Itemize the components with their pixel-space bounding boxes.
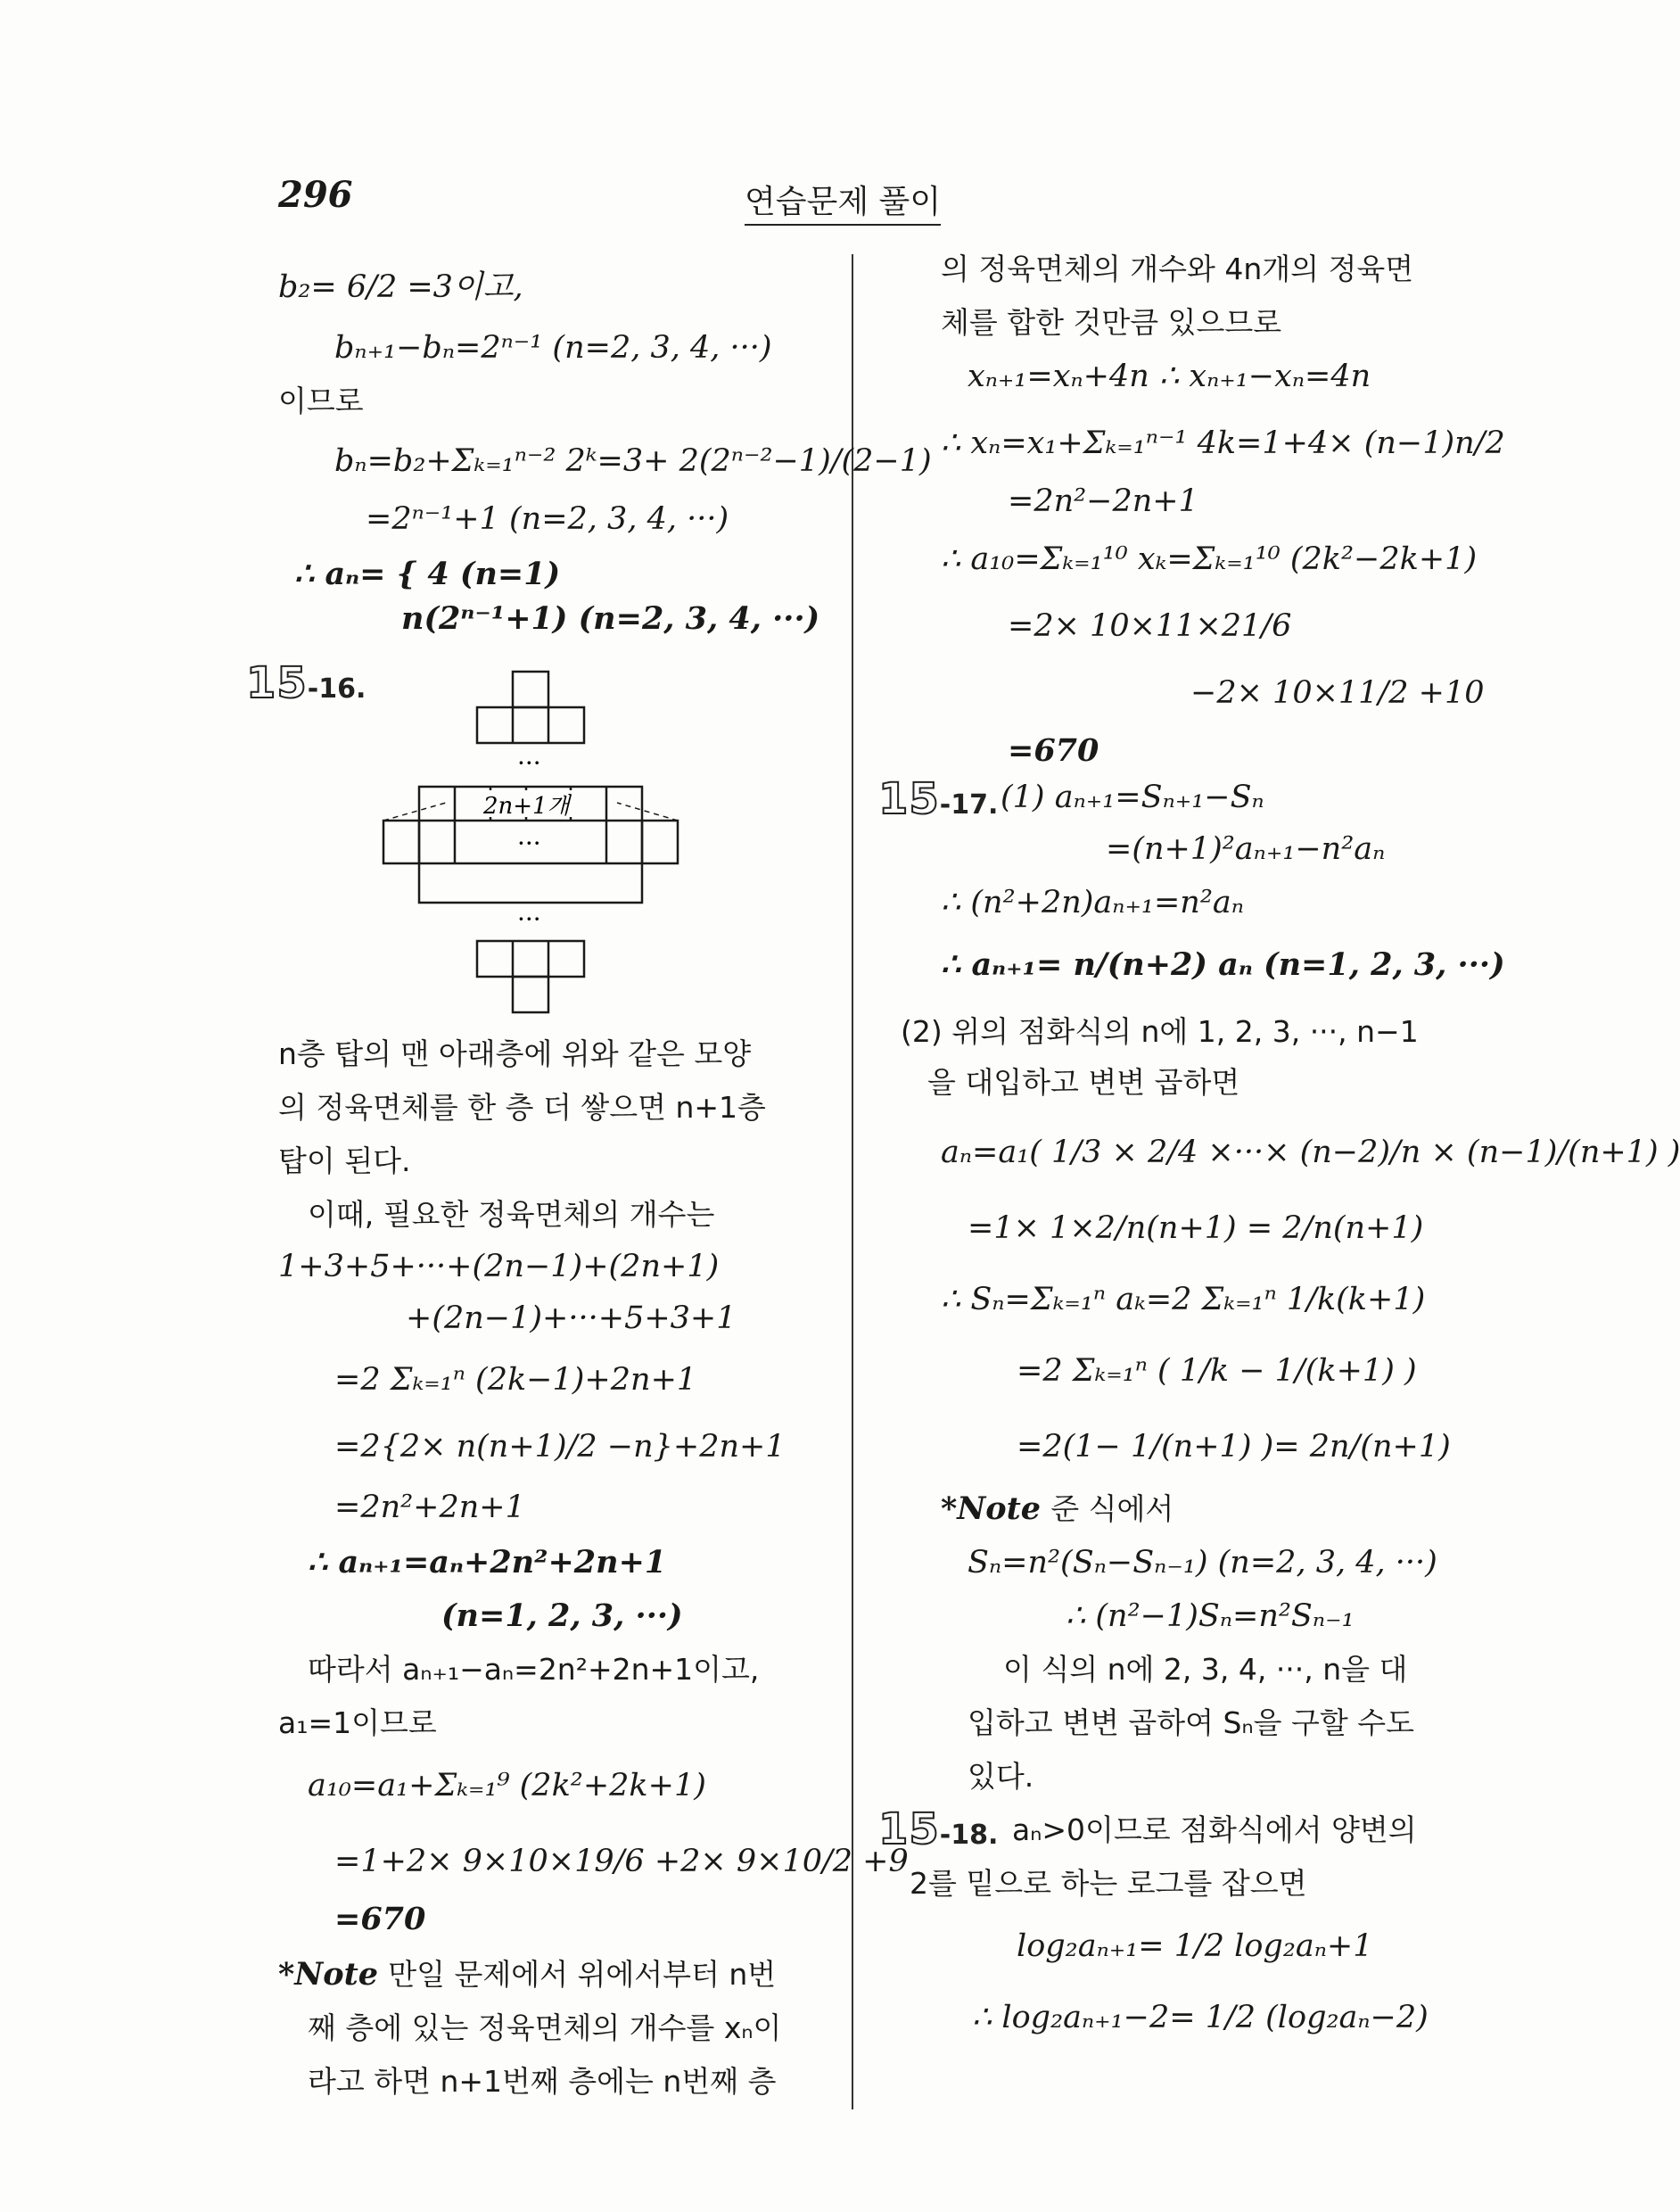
eq-t11: (n=1, 2, 3, ···) <box>441 1597 683 1634</box>
problem-chapter: 15 <box>246 658 308 708</box>
eq-an-case1: ∴ aₙ= { 4 (n=1) <box>294 556 561 592</box>
note-line1 <box>278 1955 776 1994</box>
problem-index: -16. <box>307 673 366 705</box>
eq-t10: ∴ aₙ₊₁=aₙ+2n²+2n+1 <box>308 1544 667 1581</box>
eq-r6: ∴ a₁₀=Σₖ₌₁¹⁰ xₖ=Σₖ₌₁¹⁰ (2k²−2k+1) <box>941 541 1478 577</box>
note-label: *Note <box>278 1956 379 1993</box>
page-number: 296 <box>278 174 353 216</box>
problem-15-18-label <box>878 1804 998 1854</box>
eq-r23: ∴ (n²−1)Sₙ=n²Sₙ₋₁ <box>1066 1598 1355 1634</box>
diagram-dots-bottom: ··· <box>517 904 541 934</box>
note-text2: 째 층에 있는 정육면체의 개수를 xₙ이 <box>308 2010 782 2045</box>
eq-an-case2: n(2ⁿ⁻¹+1) (n=2, 3, 4, ···) <box>401 600 820 637</box>
eq-t14: a₁₀=a₁+Σₖ₌₁⁹ (2k²+2k+1) <box>308 1768 706 1803</box>
text-r14: (2) 위의 점화식의 n에 1, 2, 3, ···, n−1 <box>901 1014 1419 1049</box>
problem-index: -18. <box>939 1820 999 1851</box>
eq-t9: =2n²+2n+1 <box>334 1490 525 1525</box>
text-r15: 을 대입하고 변변 곱하면 <box>927 1065 1240 1100</box>
note-text3: 라고 하면 n+1번째 층에는 n번째 층 <box>308 2064 777 2099</box>
eq-bn-sum: bₙ=b₂+Σₖ₌₁ⁿ⁻² 2ᵏ=3+ 2(2ⁿ⁻²−1)/(2−1) <box>334 443 932 479</box>
text-t4: 이때, 필요한 정육면체의 개수는 <box>308 1197 715 1232</box>
eq-r4: ∴ xₙ=x₁+Σₖ₌₁ⁿ⁻¹ 4k=1+4× (n−1)n/2 <box>941 425 1505 461</box>
diagram-top-row <box>477 707 584 743</box>
text-r24: 이 식의 n에 2, 3, 4, ···, n을 대 <box>1003 1652 1408 1687</box>
eq-bn-diff: bₙ₊₁−bₙ=2ⁿ⁻¹ (n=2, 3, 4, ···) <box>334 330 772 366</box>
text-t3: 탑이 된다. <box>278 1143 411 1178</box>
eq-r9: =670 <box>1008 732 1099 769</box>
eq-r3: xₙ₊₁=xₙ+4n ∴ xₙ₊₁−xₙ=4n <box>968 359 1371 394</box>
eq-r19: =2 Σₖ₌₁ⁿ ( 1/k − 1/(k+1) ) <box>1017 1353 1417 1389</box>
problem-index: -17. <box>939 789 999 821</box>
eq-r18: ∴ Sₙ=Σₖ₌₁ⁿ aₖ=2 Σₖ₌₁ⁿ 1/k(k+1) <box>941 1282 1426 1317</box>
text-r1: 의 정육면체의 개수와 4n개의 정육면 <box>941 252 1414 286</box>
note2-line1 <box>941 1490 1174 1529</box>
text-t2: 의 정육면체를 한 층 더 쌓으면 n+1층 <box>278 1090 766 1125</box>
problem-chapter: 15 <box>878 774 940 824</box>
diagram-dots-top: ··· <box>517 748 541 778</box>
text-r28: 2를 밑으로 하는 로그를 잡으면 <box>910 1866 1307 1901</box>
text-r26: 있다. <box>968 1759 1034 1794</box>
diagram-side-right <box>642 821 678 863</box>
note-text: 준 식에서 <box>1050 1491 1174 1526</box>
eq-r22: Sₙ=n²(Sₙ−Sₙ₋₁) (n=2, 3, 4, ···) <box>968 1545 1437 1581</box>
diagram-dots-middle: ··· <box>517 829 541 858</box>
eq-r12: ∴ (n²+2n)aₙ₊₁=n²aₙ <box>941 885 1244 920</box>
eq-r30: ∴ log₂aₙ₊₁−2= 1/2 (log₂aₙ−2) <box>972 2000 1429 2035</box>
eq-r13: ∴ aₙ₊₁= n/(n+2) aₙ (n=1, 2, 3, ···) <box>941 946 1505 983</box>
eq-b2: b₂= 6/2 =3이고, <box>278 269 523 305</box>
eq-t8: =2{2× n(n+1)/2 −n}+2n+1 <box>334 1429 786 1465</box>
eq-t7: =2 Σₖ₌₁ⁿ (2k−1)+2n+1 <box>334 1362 697 1398</box>
eq-r20: =2(1− 1/(n+1) )= 2n/(n+1) <box>1017 1429 1451 1465</box>
eq-r10: (1) aₙ₊₁=Sₙ₊₁−Sₙ <box>1001 780 1264 815</box>
column-divider <box>852 254 853 2109</box>
problem-15-16-label <box>246 658 366 708</box>
note-text1: 만일 문제에서 위에서부터 n번 <box>388 1957 777 1992</box>
eq-r5: =2n²−2n+1 <box>1008 483 1198 519</box>
eq-r7: =2× 10×11×21/6 <box>1008 608 1292 644</box>
eq-t6: +(2n−1)+···+5+3+1 <box>406 1300 737 1336</box>
eq-bn-result: =2ⁿ⁻¹+1 (n=2, 3, 4, ···) <box>366 501 729 537</box>
text-t13: a₁=1이므로 <box>278 1705 437 1740</box>
eq-r8: −2× 10×11/2 +10 <box>1190 675 1485 711</box>
eq-r16: aₙ=a₁( 1/3 × 2/4 ×···× (n−2)/n × (n−1)/(n+1) ) <box>941 1135 1680 1170</box>
diagram-count-label: 2n+1개 <box>483 793 570 820</box>
text-t1: n층 탑의 맨 아래층에 위와 같은 모양 <box>278 1036 752 1071</box>
text-imeuro: 이므로 <box>278 384 364 418</box>
problem-chapter: 15 <box>878 1804 940 1854</box>
text-r2: 체를 합한 것만큼 있으므로 <box>941 305 1282 340</box>
eq-r11: =(n+1)²aₙ₊₁−n²aₙ <box>1106 831 1386 867</box>
diagram-side-left <box>383 821 419 863</box>
eq-t15: =1+2× 9×10×19/6 +2× 9×10/2 +9 <box>334 1844 909 1879</box>
diagram-bottom-row <box>477 941 584 977</box>
text-r27: aₙ>0이므로 점화식에서 양변의 <box>1012 1812 1417 1847</box>
cube-tower-diagram <box>383 669 704 1017</box>
eq-r17: =1× 1×2/n(n+1) = 2/n(n+1) <box>968 1210 1424 1246</box>
note-label: *Note <box>941 1490 1042 1527</box>
problem-15-17-label <box>878 774 998 824</box>
diagram-top-cube <box>513 672 548 707</box>
text-t12: 따라서 aₙ₊₁−aₙ=2n²+2n+1이고, <box>308 1652 760 1687</box>
eq-t16: =670 <box>334 1901 426 1937</box>
diagram-bottom-cube <box>513 977 548 1012</box>
eq-r29: log₂aₙ₊₁= 1/2 log₂aₙ+1 <box>1017 1928 1373 1964</box>
running-head: 연습문제 풀이 <box>745 177 941 226</box>
text-r25: 입하고 변변 곱하여 Sₙ을 구할 수도 <box>968 1705 1414 1740</box>
eq-t5: 1+3+5+···+(2n−1)+(2n+1) <box>278 1249 720 1284</box>
